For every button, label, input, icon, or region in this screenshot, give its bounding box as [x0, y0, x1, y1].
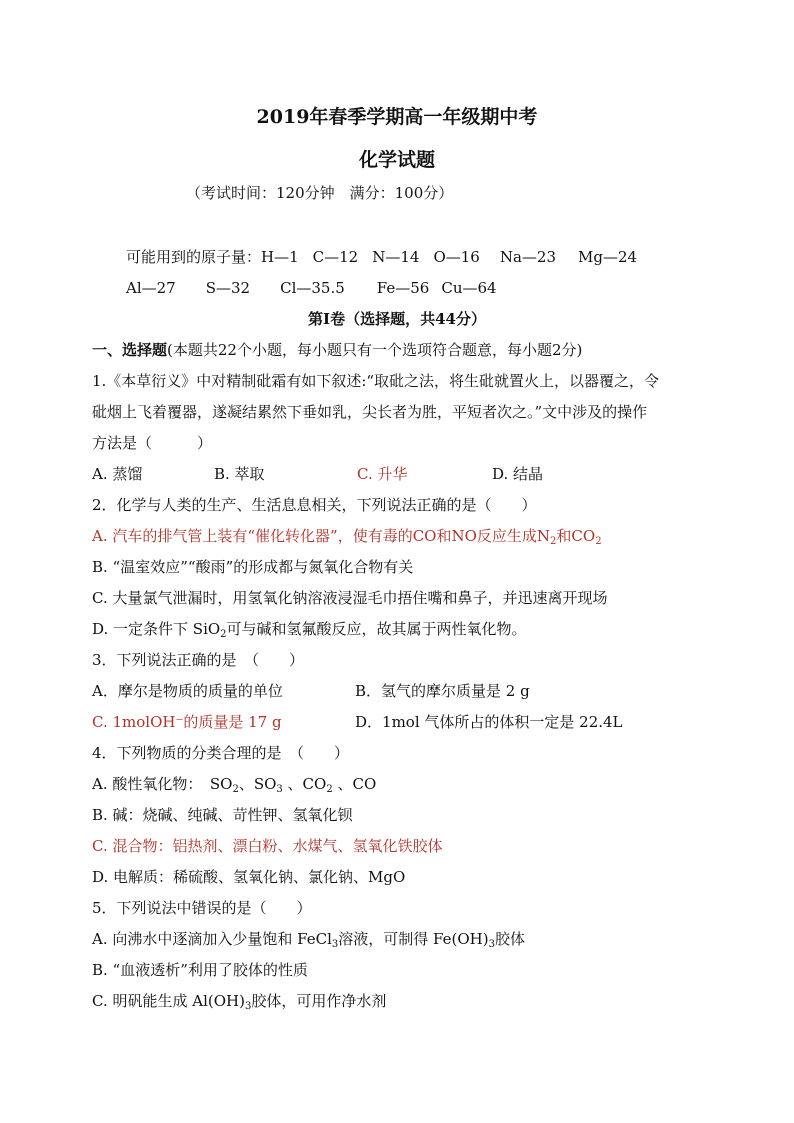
q4-stem: 4．下列物质的分类合理的是 （ ）: [92, 744, 350, 762]
q1-option-b: B. 萃取: [214, 465, 265, 483]
atomic-mass-item: S—32: [205, 279, 251, 297]
atomic-mass-item: H—1: [261, 248, 299, 266]
q5-c-sub: 3: [244, 1001, 252, 1012]
q5-option-c: [92, 991, 386, 1011]
q2-option-b: B. “温室效应”“酸雨”的形成都与氮氧化合物有关: [92, 558, 414, 576]
q5-a-text: A. 向沸水中逐滴加入少量饱和 FeCl: [92, 930, 332, 948]
section-desc: (本题共22个小题，每小题只有一个选项符合题意，每小题2分): [167, 341, 583, 359]
q4-option-c: C. 混合物：铝热剂、漂白粉、水煤气、氢氧化铁胶体: [92, 837, 443, 855]
q2-option-d: [92, 619, 527, 639]
exam-title: 2019年春季学期高一年级期中考: [256, 106, 538, 128]
q5-option-b: B. “血液透析”利用了胶体的性质: [92, 961, 308, 979]
q2-stem: 2．化学与人类的生产、生活息息相关，下列说法正确的是（ ）: [92, 496, 537, 514]
q3-stem: 3．下列说法正确的是 （ ）: [92, 651, 305, 669]
q2-a-sub: 2: [550, 536, 557, 547]
q1-option-c: C. 升华: [357, 465, 408, 483]
q3-option-c: C. 1molOH⁻的质量是 17 g: [92, 713, 282, 731]
q4-a-sub: 2: [326, 784, 333, 795]
atomic-mass-label: 可能用到的原子量：: [126, 248, 262, 266]
q2-d-text: D. 一定条件下 SiO: [92, 620, 221, 638]
section-1-heading: [92, 340, 582, 360]
q3-option-a: A．摩尔是物质的质量的单位: [92, 682, 283, 700]
q5-a-mid: 溶液，可制得 Fe(OH): [338, 930, 489, 948]
atomic-mass-item: Cu—64: [441, 279, 497, 297]
q2-option-a: [92, 526, 602, 546]
exam-info: （考试时间：120分钟 满分：100分）: [186, 184, 454, 202]
q5-option-a: [92, 929, 525, 949]
q2-option-c: C. 大量氯气泄漏时，用氢氧化钠溶液浸湿毛巾捂住嘴和鼻子，并迅速离开现场: [92, 589, 608, 607]
q5-c-post: 胶体，可用作净水剂: [251, 992, 387, 1010]
q4-a-mid: 、SO: [238, 775, 277, 793]
q4-a-text: A. 酸性氧化物： SO: [92, 775, 233, 793]
q5-a-sub: 3: [488, 939, 495, 950]
q4-option-b: B. 碱：烧碱、纯碱、苛性钾、氢氧化钡: [92, 806, 353, 824]
q2-a-sub: 2: [595, 536, 602, 547]
q4-a-post: 、CO: [332, 775, 377, 793]
q3-option-d: D．1mol 气体所占的体积一定是 22.4L: [355, 713, 623, 731]
q2-d-post: 可与碱和氢氟酸反应，故其属于两性氧化物。: [226, 620, 527, 638]
atomic-mass-item: O—16: [433, 248, 480, 266]
section-label: 一、选择题: [92, 341, 168, 359]
q4-a-mid: 、CO: [282, 775, 327, 793]
q1-stem-line-3: 方法是（ ）: [92, 434, 213, 452]
atomic-mass-item: Na—23: [499, 248, 556, 266]
q5-stem: 5．下列说法中错误的是（ ）: [92, 899, 312, 917]
atomic-mass-item: Al—27: [126, 279, 176, 297]
q5-c-text: C. 明矾能生成 Al(OH): [92, 992, 245, 1010]
atomic-mass-item: Fe—56: [376, 279, 430, 297]
atomic-mass-item: Mg—24: [577, 248, 638, 266]
atomic-mass-item: Cl—35.5: [280, 279, 345, 297]
atomic-mass-row-2: [126, 278, 497, 298]
q2-a-mid: 和CO: [556, 527, 596, 545]
q2-d-sub: 2: [220, 629, 227, 640]
part-1-title: 第Ⅰ卷（选择题，共44分）: [308, 310, 486, 328]
q4-a-sub: 2: [232, 784, 239, 795]
atomic-mass-row-1: [126, 247, 637, 267]
atomic-mass-item: C—12: [312, 248, 359, 266]
q4-option-a: [92, 774, 376, 794]
q4-option-d: D. 电解质：稀硫酸、氢氧化钠、氯化钠、MgO: [92, 868, 406, 886]
q1-stem-line-1: 1.《本草衍义》中对精制砒霜有如下叙述:“取砒之法，将生砒就置火上，以器覆之，令: [92, 372, 660, 390]
q5-a-sub: 3: [331, 939, 339, 950]
q2-a-text: A. 汽车的排气管上装有“催化转化器”，使有毒的CO和NO反应生成N: [92, 527, 551, 545]
q5-a-post: 胶体: [494, 930, 525, 948]
q1-stem-line-2: 砒烟上飞着覆器，遂凝结累然下垂如乳，尖长者为胜，平短者次之。”文中涉及的操作: [92, 403, 648, 421]
q4-a-sub: 3: [276, 784, 283, 795]
q1-option-a: A. 蒸馏: [92, 465, 143, 483]
q1-option-d: D. 结晶: [492, 465, 544, 483]
subject-title: 化学试题: [358, 149, 435, 171]
q3-option-b: B．氢气的摩尔质量是 2 g: [355, 682, 530, 700]
atomic-mass-item: N—14: [372, 248, 420, 266]
